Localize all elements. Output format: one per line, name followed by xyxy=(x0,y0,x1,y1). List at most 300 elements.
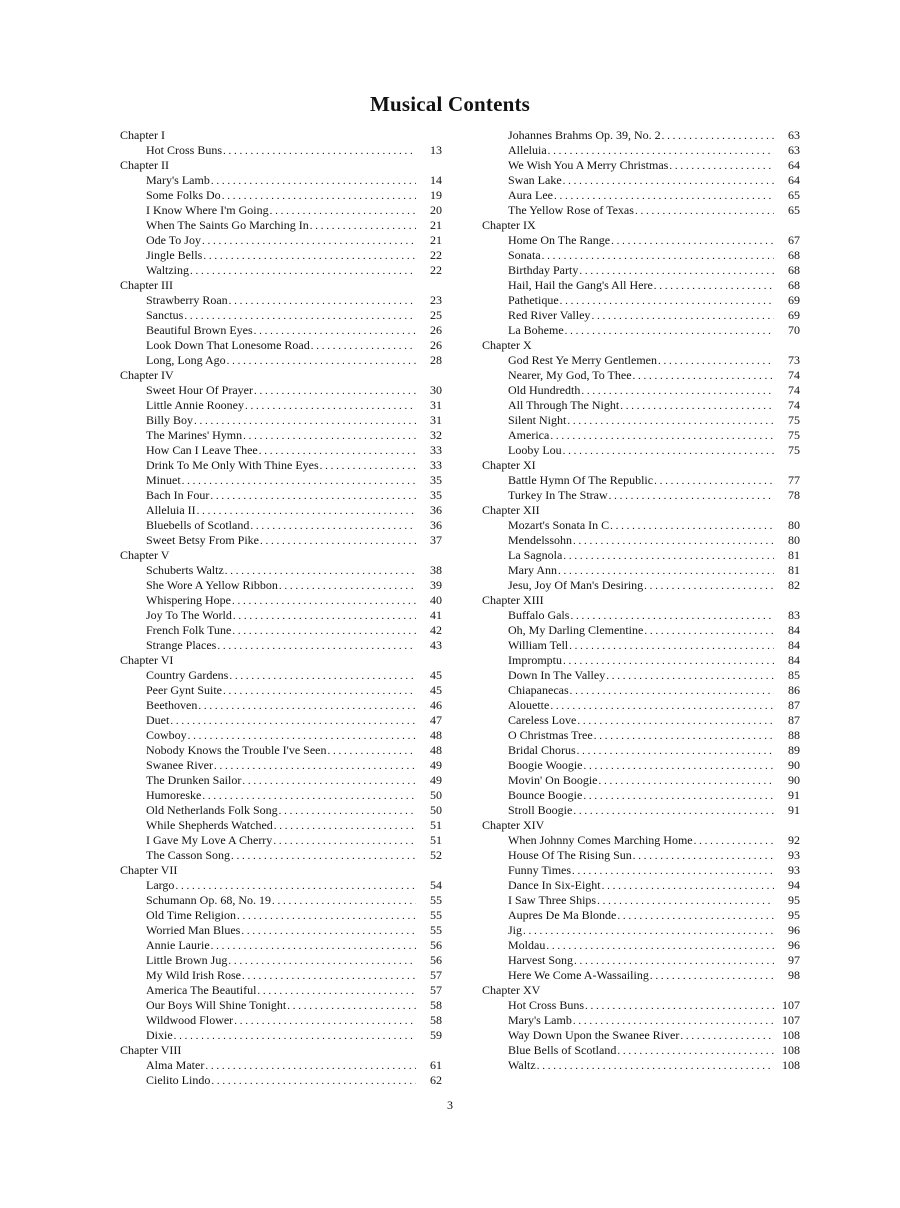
contents-entry xyxy=(482,713,800,728)
entry-title: William Tell xyxy=(508,638,569,652)
entry-page-number: 45 xyxy=(430,683,442,697)
contents-entry xyxy=(120,983,442,998)
entry-page-number: 82 xyxy=(788,578,800,592)
entry-title: I Know Where I'm Going xyxy=(146,203,269,217)
entry-page-number: 50 xyxy=(430,803,442,817)
entry-page-number: 46 xyxy=(430,698,442,712)
entry-page-number: 61 xyxy=(430,1058,442,1072)
dot-leader xyxy=(197,699,416,714)
dot-leader xyxy=(272,834,416,849)
contents-entry xyxy=(120,788,442,803)
entry-page-number: 30 xyxy=(430,383,442,397)
entry-page-number: 91 xyxy=(788,788,800,802)
dot-leader xyxy=(584,999,774,1014)
dot-leader xyxy=(593,729,774,744)
contents-entry xyxy=(120,923,442,938)
entry-page-number: 87 xyxy=(788,698,800,712)
entry-page-number: 55 xyxy=(430,908,442,922)
page-title: Musical Contents xyxy=(369,92,531,116)
contents-entry xyxy=(120,728,442,743)
entry-page-number: 57 xyxy=(430,983,442,997)
entry-title: Sweet Betsy From Pike xyxy=(146,533,259,547)
dot-leader xyxy=(253,324,416,339)
entry-title: La Boheme xyxy=(508,323,564,337)
dot-leader xyxy=(657,354,774,369)
entry-page-number: 43 xyxy=(430,638,442,652)
contents-entry xyxy=(482,263,800,278)
dot-leader xyxy=(590,309,774,324)
dot-leader xyxy=(309,219,416,234)
dot-leader xyxy=(193,414,416,429)
contents-entry xyxy=(120,938,442,953)
contents-entry xyxy=(120,443,442,458)
contents-entry xyxy=(120,143,442,158)
entry-page-number: 35 xyxy=(430,473,442,487)
entry-title: Hail, Hail the Gang's All Here xyxy=(508,278,653,292)
dot-leader xyxy=(242,429,416,444)
entry-page-number: 35 xyxy=(430,488,442,502)
entry-page-number: 68 xyxy=(788,278,800,292)
entry-title: Annie Laurie xyxy=(146,938,210,952)
dot-leader xyxy=(210,939,416,954)
entry-title: Worried Man Blues xyxy=(146,923,241,937)
entry-page-number: 59 xyxy=(430,1028,442,1042)
entry-title: Looby Lou xyxy=(508,443,562,457)
dot-leader xyxy=(216,639,416,654)
entry-title: Old Netherlands Folk Song xyxy=(146,803,278,817)
entry-title: Beautiful Brown Eyes xyxy=(146,323,253,337)
entry-title: Mary Ann xyxy=(508,563,557,577)
dot-leader xyxy=(236,909,416,924)
chapter-heading: Chapter XIII xyxy=(482,593,544,607)
dot-leader xyxy=(598,774,775,789)
contents-entry xyxy=(482,143,800,158)
entry-title: All Through The Night xyxy=(508,398,620,412)
entry-page-number: 58 xyxy=(430,1013,442,1027)
entry-title: O Christmas Tree xyxy=(508,728,593,742)
entry-title: Hot Cross Buns xyxy=(146,143,223,157)
contents-entry xyxy=(482,488,800,503)
dot-leader xyxy=(582,789,774,804)
entry-title: Jig xyxy=(508,923,523,937)
entry-title: Stroll Boogie xyxy=(508,803,573,817)
entry-title: Red River Valley xyxy=(508,308,591,322)
dot-leader xyxy=(269,204,416,219)
entry-title: Some Folks Do xyxy=(146,188,221,202)
entry-page-number: 64 xyxy=(788,158,800,172)
entry-title: Drink To Me Only With Thine Eyes xyxy=(146,458,319,472)
entry-title: Little Annie Rooney xyxy=(146,398,244,412)
entry-title: Dixie xyxy=(146,1028,173,1042)
contents-column-right xyxy=(482,128,800,1073)
entry-page-number: 92 xyxy=(788,833,800,847)
entry-title: Mozart's Sonata In C xyxy=(508,518,610,532)
dot-leader xyxy=(661,129,774,144)
entry-page-number: 51 xyxy=(430,818,442,832)
entry-page-number: 49 xyxy=(430,758,442,772)
entry-title: Alleluia II xyxy=(146,503,196,517)
entry-title: Bridal Chorus xyxy=(508,743,576,757)
entry-page-number: 108 xyxy=(782,1028,800,1042)
contents-entry xyxy=(482,353,800,368)
contents-entry xyxy=(482,1058,800,1073)
entry-page-number: 58 xyxy=(430,998,442,1012)
entry-title: Hot Cross Buns xyxy=(508,998,585,1012)
entry-page-number: 55 xyxy=(430,893,442,907)
entry-title: Whispering Hope xyxy=(146,593,231,607)
entry-page-number: 55 xyxy=(430,923,442,937)
entry-page-number: 26 xyxy=(430,323,442,337)
entry-page-number: 47 xyxy=(430,713,442,727)
entry-page-number: 86 xyxy=(788,683,800,697)
entry-title: Birthday Party xyxy=(508,263,579,277)
dot-leader xyxy=(576,714,774,729)
entry-page-number: 52 xyxy=(430,848,442,862)
dot-leader xyxy=(547,144,774,159)
contents-entry xyxy=(120,683,442,698)
entry-title: Bluebells of Scotland xyxy=(146,518,250,532)
entry-title: Careless Love xyxy=(508,713,577,727)
dot-leader xyxy=(232,609,416,624)
dot-leader xyxy=(572,804,774,819)
dot-leader xyxy=(541,249,774,264)
dot-leader xyxy=(222,144,416,159)
entry-title: French Folk Tune xyxy=(146,623,232,637)
entry-page-number: 31 xyxy=(430,413,442,427)
entry-page-number: 33 xyxy=(430,443,442,457)
dot-leader xyxy=(578,264,774,279)
entry-title: Schuberts Waltz xyxy=(146,563,224,577)
entry-page-number: 69 xyxy=(788,308,800,322)
entry-title: Mendelssohn xyxy=(508,533,572,547)
entry-page-number: 33 xyxy=(430,458,442,472)
entry-page-number: 25 xyxy=(430,308,442,322)
contents-entry xyxy=(482,608,800,623)
entry-title: Our Boys Will Shine Tonight xyxy=(146,998,287,1012)
entry-title: My Wild Irish Rose xyxy=(146,968,241,982)
entry-title: Minuet xyxy=(146,473,181,487)
dot-leader xyxy=(221,189,416,204)
dot-leader xyxy=(605,669,774,684)
entry-title: Bounce Boogie xyxy=(508,788,583,802)
contents-entry xyxy=(120,218,442,233)
contents-entry xyxy=(120,563,442,578)
dot-leader xyxy=(573,954,774,969)
dot-leader xyxy=(632,849,774,864)
entry-title: Little Brown Jug xyxy=(146,953,228,967)
contents-entry xyxy=(482,563,800,578)
entry-title: Swanee River xyxy=(146,758,213,772)
contents-entry xyxy=(482,368,800,383)
entry-page-number: 75 xyxy=(788,428,800,442)
entry-page-number: 107 xyxy=(782,998,800,1012)
entry-title: Turkey In The Straw xyxy=(508,488,608,502)
contents-entry xyxy=(120,203,442,218)
contents-entry xyxy=(120,413,442,428)
entry-title: Old Hundredth xyxy=(508,383,581,397)
contents-entry xyxy=(120,773,442,788)
contents-entry xyxy=(482,743,800,758)
contents-column-left xyxy=(120,128,442,1088)
entry-page-number: 74 xyxy=(788,368,800,382)
entry-page-number: 91 xyxy=(788,803,800,817)
entry-page-number: 28 xyxy=(430,353,442,367)
chapter-heading: Chapter IX xyxy=(482,218,536,232)
dot-leader xyxy=(562,549,774,564)
contents-entry xyxy=(120,623,442,638)
entry-page-number: 20 xyxy=(430,203,442,217)
dot-leader xyxy=(619,399,774,414)
dot-leader xyxy=(653,474,774,489)
dot-leader xyxy=(572,534,774,549)
contents-entry xyxy=(120,608,442,623)
dot-leader xyxy=(201,789,416,804)
entry-title: Harvest Song xyxy=(508,953,573,967)
dot-leader xyxy=(610,234,774,249)
contents-entry xyxy=(482,953,800,968)
entry-page-number: 85 xyxy=(788,668,800,682)
contents-entry xyxy=(120,953,442,968)
dot-leader xyxy=(224,564,416,579)
entry-page-number: 90 xyxy=(788,758,800,772)
entry-title: Battle Hymn Of The Republic xyxy=(508,473,654,487)
contents-entry xyxy=(482,1013,800,1028)
dot-leader xyxy=(522,924,774,939)
contents-entry xyxy=(482,923,800,938)
dot-leader xyxy=(562,174,774,189)
dot-leader xyxy=(240,924,416,939)
chapter-heading: Chapter XV xyxy=(482,983,541,997)
dot-leader xyxy=(256,984,416,999)
entry-title: Wildwood Flower xyxy=(146,1013,234,1027)
entry-title: La Sagnola xyxy=(508,548,563,562)
entry-title: Here We Come A-Wassailing xyxy=(508,968,649,982)
contents-entry xyxy=(482,173,800,188)
entry-page-number: 107 xyxy=(782,1013,800,1027)
dot-leader xyxy=(227,954,416,969)
entry-title: Impromptu xyxy=(508,653,562,667)
contents-entry xyxy=(120,848,442,863)
entry-title: We Wish You A Merry Christmas xyxy=(508,158,669,172)
dot-leader xyxy=(241,774,416,789)
entry-page-number: 65 xyxy=(788,188,800,202)
contents-entry xyxy=(120,968,442,983)
entry-title: Sanctus xyxy=(146,308,184,322)
dot-leader xyxy=(249,519,416,534)
contents-entry xyxy=(482,938,800,953)
chapter-heading: Chapter I xyxy=(120,128,165,142)
dot-leader xyxy=(536,1059,774,1074)
entry-title: Oh, My Darling Clementine xyxy=(508,623,644,637)
entry-page-number: 56 xyxy=(430,953,442,967)
contents-entry xyxy=(482,998,800,1013)
entry-page-number: 57 xyxy=(430,968,442,982)
contents-entry xyxy=(482,533,800,548)
dot-leader xyxy=(310,339,416,354)
dot-leader xyxy=(259,534,416,549)
dot-leader xyxy=(549,429,774,444)
contents-entry xyxy=(120,743,442,758)
dot-leader xyxy=(230,849,416,864)
entry-page-number: 37 xyxy=(430,533,442,547)
entry-title: Billy Boy xyxy=(146,413,194,427)
entry-page-number: 94 xyxy=(788,878,800,892)
dot-leader xyxy=(569,609,774,624)
contents-entry xyxy=(120,233,442,248)
entry-page-number: 108 xyxy=(782,1043,800,1057)
contents-entry xyxy=(482,398,800,413)
chapter-heading: Chapter V xyxy=(120,548,170,562)
dot-leader xyxy=(553,189,774,204)
entry-page-number: 56 xyxy=(430,938,442,952)
dot-leader xyxy=(233,1014,416,1029)
entry-title: Funny Times xyxy=(508,863,572,877)
dot-leader xyxy=(169,714,416,729)
entry-page-number: 22 xyxy=(430,263,442,277)
contents-entry xyxy=(482,878,800,893)
entry-page-number: 68 xyxy=(788,263,800,277)
dot-leader xyxy=(174,879,416,894)
entry-title: Jesu, Joy Of Man's Desiring xyxy=(508,578,644,592)
entry-title: Long, Long Ago xyxy=(146,353,226,367)
entry-title: Home On The Range xyxy=(508,233,611,247)
entry-page-number: 21 xyxy=(430,233,442,247)
dot-leader xyxy=(222,684,416,699)
entry-title: The Casson Song xyxy=(146,848,230,862)
entry-page-number: 90 xyxy=(788,773,800,787)
entry-title: Aura Lee xyxy=(508,188,553,202)
entry-page-number: 67 xyxy=(788,233,800,247)
entry-title: Ode To Joy xyxy=(146,233,201,247)
entry-page-number: 19 xyxy=(430,188,442,202)
entry-page-number: 73 xyxy=(788,353,800,367)
contents-entry xyxy=(120,1013,442,1028)
entry-title: Beethoven xyxy=(146,698,198,712)
contents-entry xyxy=(482,323,800,338)
contents-entry xyxy=(120,698,442,713)
dot-leader xyxy=(643,624,774,639)
entry-title: Sonata xyxy=(508,248,541,262)
contents-entry xyxy=(482,758,800,773)
dot-leader xyxy=(653,279,774,294)
dot-leader xyxy=(278,804,416,819)
dot-leader xyxy=(319,459,416,474)
entry-title: God Rest Ye Merry Gentlemen xyxy=(508,353,657,367)
entry-page-number: 84 xyxy=(788,638,800,652)
entry-title: Strawberry Roan xyxy=(146,293,228,307)
dot-leader xyxy=(187,729,416,744)
entry-page-number: 51 xyxy=(430,833,442,847)
chapter-heading: Chapter XII xyxy=(482,503,540,517)
entry-title: Boogie Woogie xyxy=(508,758,583,772)
dot-leader xyxy=(549,699,774,714)
contents-entry xyxy=(120,878,442,893)
contents-entry xyxy=(482,968,800,983)
contents-entry xyxy=(482,833,800,848)
dot-leader xyxy=(569,684,774,699)
dot-leader xyxy=(643,579,774,594)
entry-page-number: 65 xyxy=(788,203,800,217)
dot-leader xyxy=(609,519,774,534)
entry-page-number: 68 xyxy=(788,248,800,262)
chapter-heading: Chapter VI xyxy=(120,653,174,667)
entry-title: Blue Bells of Scotland xyxy=(508,1043,617,1057)
dot-leader xyxy=(545,939,774,954)
entry-title: Peer Gynt Suite xyxy=(146,683,222,697)
entry-page-number: 26 xyxy=(430,338,442,352)
dot-leader xyxy=(210,1074,416,1089)
dot-leader xyxy=(634,204,774,219)
entry-title: Waltzing xyxy=(146,263,190,277)
contents-entry xyxy=(482,623,800,638)
dot-leader xyxy=(183,309,416,324)
contents-entry xyxy=(120,713,442,728)
entry-title: While Shepherds Watched xyxy=(146,818,273,832)
dot-leader xyxy=(566,414,774,429)
entry-title: House Of The Rising Sun xyxy=(508,848,632,862)
contents-entry xyxy=(482,848,800,863)
contents-entry xyxy=(482,773,800,788)
contents-entry xyxy=(482,893,800,908)
contents-entry xyxy=(120,458,442,473)
dot-leader xyxy=(616,909,774,924)
contents-entry xyxy=(482,863,800,878)
entry-page-number: 50 xyxy=(430,788,442,802)
entry-title: Down In The Valley xyxy=(508,668,606,682)
contents-entry xyxy=(120,248,442,263)
entry-title: When The Saints Go Marching In xyxy=(146,218,309,232)
entry-title: Swan Lake xyxy=(508,173,562,187)
entry-title: Chiapanecas xyxy=(508,683,569,697)
dot-leader xyxy=(562,444,774,459)
entry-page-number: 45 xyxy=(430,668,442,682)
dot-leader xyxy=(571,864,774,879)
entry-page-number: 95 xyxy=(788,908,800,922)
entry-title: Mary's Lamb xyxy=(146,173,210,187)
entry-title: Moldau xyxy=(508,938,546,952)
dot-leader xyxy=(572,1014,774,1029)
contents-entry xyxy=(482,578,800,593)
contents-entry xyxy=(482,443,800,458)
entry-title: Buffalo Gals xyxy=(508,608,570,622)
chapter-heading: Chapter XI xyxy=(482,458,536,472)
contents-entry xyxy=(120,323,442,338)
entry-page-number: 36 xyxy=(430,518,442,532)
entry-page-number: 54 xyxy=(430,878,442,892)
contents-entry xyxy=(482,698,800,713)
entry-page-number: 63 xyxy=(788,128,800,142)
contents-entry xyxy=(482,638,800,653)
dot-leader xyxy=(241,969,416,984)
dot-leader xyxy=(562,654,774,669)
dot-leader xyxy=(202,249,416,264)
entry-title: Nobody Knows the Trouble I've Seen xyxy=(146,743,327,757)
entry-page-number: 39 xyxy=(430,578,442,592)
contents-entry xyxy=(120,173,442,188)
contents-entry xyxy=(482,188,800,203)
contents-entry xyxy=(120,1028,442,1043)
dot-leader xyxy=(189,264,416,279)
entry-title: Alouette xyxy=(508,698,550,712)
entry-page-number: 95 xyxy=(788,893,800,907)
contents-entry xyxy=(120,188,442,203)
chapter-heading: Chapter XIV xyxy=(482,818,545,832)
contents-entry xyxy=(120,488,442,503)
entry-page-number: 81 xyxy=(788,548,800,562)
dot-leader xyxy=(564,324,774,339)
dot-leader xyxy=(327,744,417,759)
entry-page-number: 23 xyxy=(430,293,442,307)
